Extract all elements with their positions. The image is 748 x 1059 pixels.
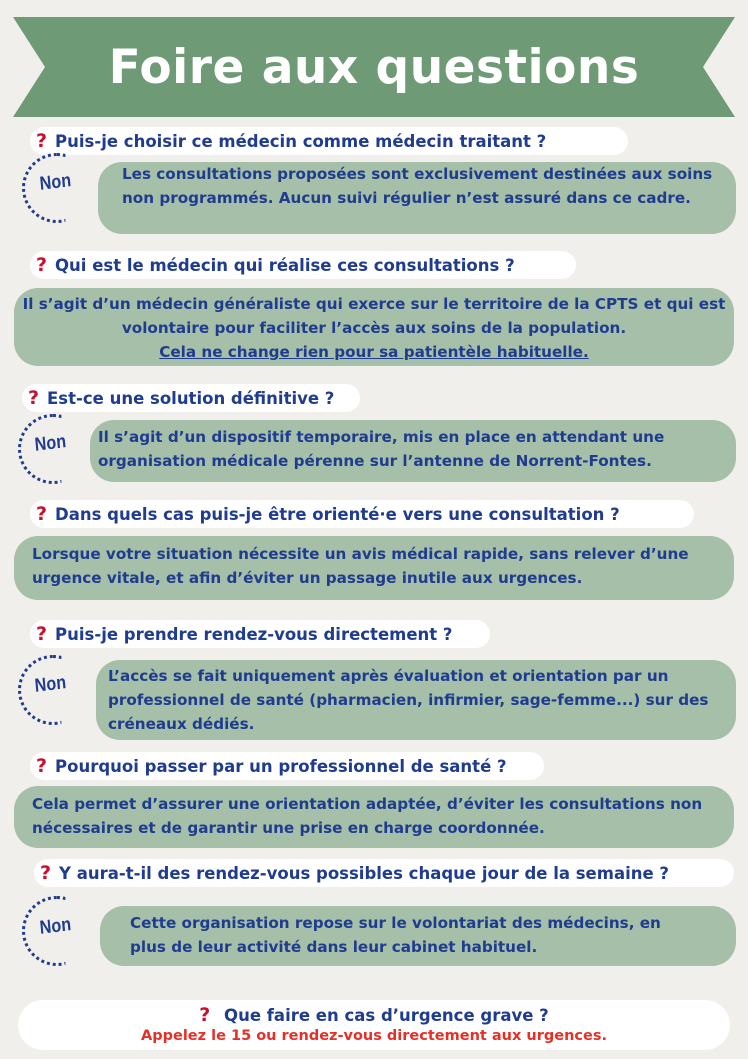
faq-answer-7: Cette organisation repose sur le volontariat des médecins, en plus de leur activité dans leur cabinet habituel.	[100, 906, 736, 966]
question-mark-icon: ?	[36, 623, 48, 645]
question-mark-icon: ?	[36, 130, 48, 152]
question-mark-icon: ?	[36, 755, 48, 777]
faq-question-text: Puis-je choisir ce médecin comme médecin traitant ?	[55, 131, 547, 151]
question-mark-icon: ?	[199, 1004, 211, 1026]
faq-answer-text: Il s’agit d’un médecin généraliste qui exerce sur le territoire de la CPTS et qui est volontaire pour faciliter l’accès aux soins de la population.	[22, 295, 726, 337]
faq-question-6	[30, 752, 544, 780]
faq-answer-1: Les consultations proposées sont exclusivement destinées aux soins non programmés. Aucun suivi régulier n’est assuré dans ce cadre.	[98, 162, 736, 234]
non-badge-label: Non	[33, 672, 67, 697]
faq-question-8	[18, 1004, 730, 1026]
faq-question-text: Que faire en cas d’urgence grave ?	[224, 1006, 549, 1025]
faq-question-2	[30, 251, 576, 279]
faq-answer-4: Lorsque votre situation nécessite un avis médical rapide, sans relever d’une urgence vitale, et afin d’éviter un passage inutile aux urgences.	[14, 536, 734, 600]
emergency-box	[18, 1000, 730, 1050]
non-badge-label: Non	[33, 431, 67, 456]
header-banner	[13, 17, 735, 117]
faq-question-text: Dans quels cas puis-je être orienté·e vers une consultation ?	[55, 504, 620, 524]
faq-question-5	[30, 620, 490, 648]
question-mark-icon: ?	[36, 254, 48, 276]
faq-question-1	[30, 127, 628, 155]
faq-answer-3: Il s’agit d’un dispositif temporaire, mis en place en attendant une organisation médicale pérenne sur l’antenne de Norrent-Fontes.	[90, 420, 736, 482]
page-title: Foire aux questions	[108, 39, 640, 95]
faq-answer-6: Cela permet d’assurer une orientation adaptée, d’éviter les consultations non nécessaires et de garantir une prise en charge coordonnée.	[14, 786, 734, 848]
faq-answer-5: L’accès se fait uniquement après évaluation et orientation par un professionnel de santé (pharmacien, infirmier, sage-femme...) sur des créneaux dédiés.	[96, 660, 736, 740]
faq-question-text: Est-ce une solution définitive ?	[47, 388, 335, 408]
faq-question-text: Y aura-t-il des rendez-vous possibles chaque jour de la semaine ?	[59, 863, 669, 883]
faq-question-text: Puis-je prendre rendez-vous directement ?	[55, 624, 453, 644]
faq-question-4	[30, 500, 694, 528]
question-mark-icon: ?	[40, 862, 52, 884]
faq-question-3	[22, 384, 360, 412]
non-badge-label: Non	[38, 170, 72, 195]
faq-question-text: Qui est le médecin qui réalise ces consultations ?	[55, 255, 515, 275]
faq-question-text: Pourquoi passer par un professionnel de santé ?	[55, 756, 507, 776]
question-mark-icon: ?	[28, 387, 40, 409]
emergency-answer: Appelez le 15 ou rendez-vous directement aux urgences.	[141, 1028, 607, 1044]
faq-answer-underlined: Cela ne change rien pour sa patientèle habituelle.	[159, 343, 589, 361]
question-mark-icon: ?	[36, 503, 48, 525]
non-badge-label: Non	[38, 914, 72, 939]
faq-question-7	[34, 859, 734, 887]
faq-answer-2	[14, 288, 734, 366]
